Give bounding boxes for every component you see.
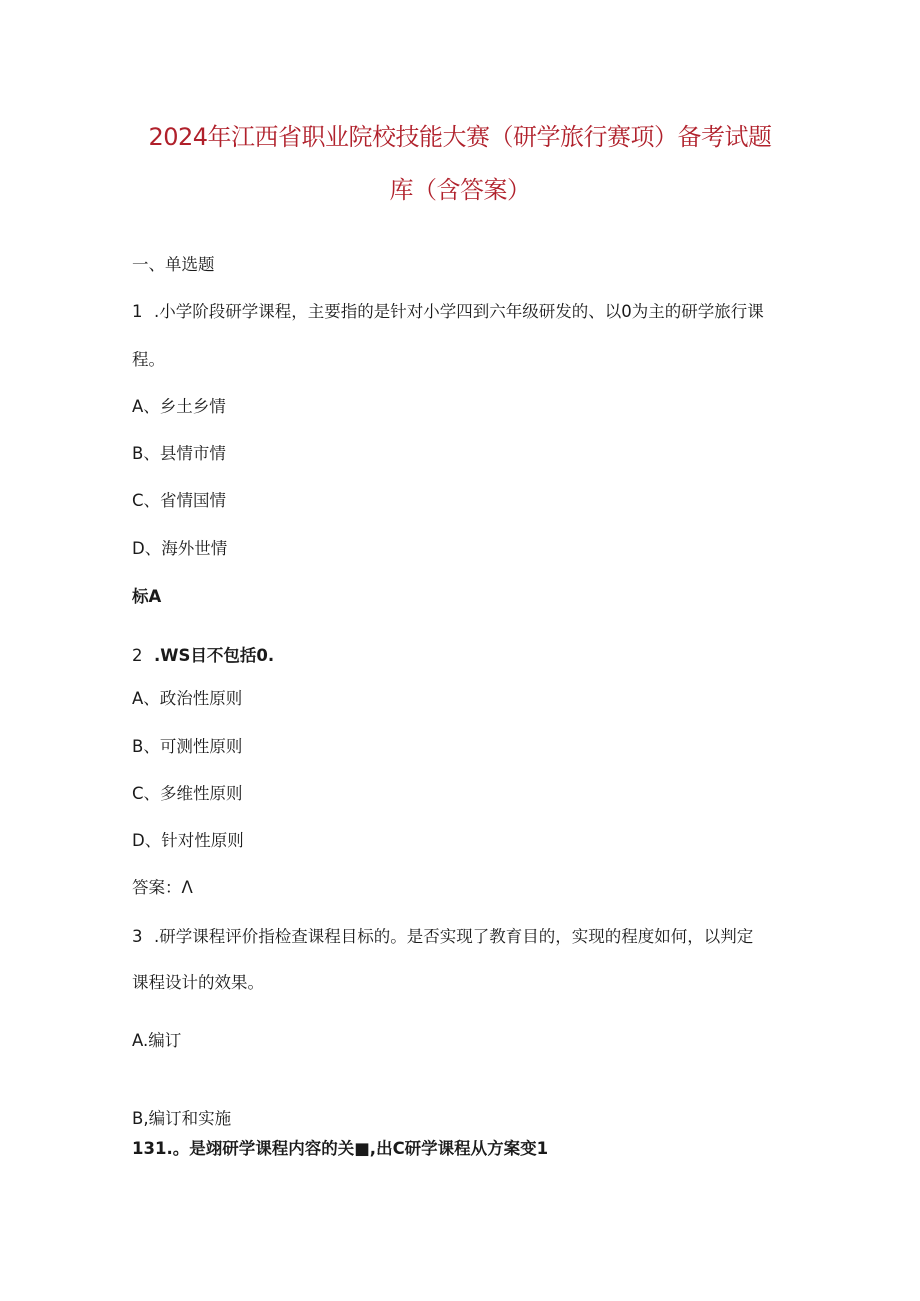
question-1-answer: 标A (132, 587, 162, 606)
question-3-number: 3 (132, 927, 143, 946)
question-2-option-a: A、政治性原则 (132, 689, 243, 708)
question-2-option-d: D、针对性原则 (132, 831, 244, 850)
section-heading: 一、单选题 (132, 255, 215, 274)
question-2-number: 2 (132, 646, 143, 665)
question-1-number: 1 (132, 302, 143, 321)
question-1-option-b: B、县情市情 (132, 444, 226, 463)
question-1-option-a: A、乡土乡情 (132, 397, 226, 416)
question-2-text: .WS目不包括0. (154, 646, 275, 665)
question-3-text: .研学课程评价指检查课程目标的。是否实现了教育目的，实现的程度如何，以判定 (154, 927, 754, 946)
question-3-line-2: 课程设计的效果。 (132, 973, 264, 992)
question-2-answer: 答案：Λ (132, 878, 193, 897)
question-3-option-b: B,编订和实施 (132, 1109, 232, 1128)
question-1-line-2: 程。 (132, 350, 165, 369)
question-1-line-1 (132, 301, 764, 323)
document-title-line-2: 库（含答案） (389, 176, 531, 204)
question-1-option-d: D、海外世情 (132, 539, 228, 558)
question-2-line-1 (132, 645, 274, 667)
garbled-text-line: 131.。是翊研学课程内容的关■,出C研学课程从方案变1 (132, 1139, 549, 1158)
question-1-option-c: C、省情国情 (132, 491, 227, 510)
question-2-option-b: B、可测性原则 (132, 737, 243, 756)
question-3-option-a: A.编订 (132, 1031, 182, 1050)
document-title-line-1: 2024年江西省职业院校技能大赛（研学旅行赛项）备考试题 (148, 123, 772, 151)
question-2-option-c: C、多维性原则 (132, 784, 243, 803)
question-3-line-1 (132, 926, 753, 948)
question-1-text: .小学阶段研学课程，主要指的是针对小学四到六年级研发的、以0为主的研学旅行课 (154, 302, 764, 321)
